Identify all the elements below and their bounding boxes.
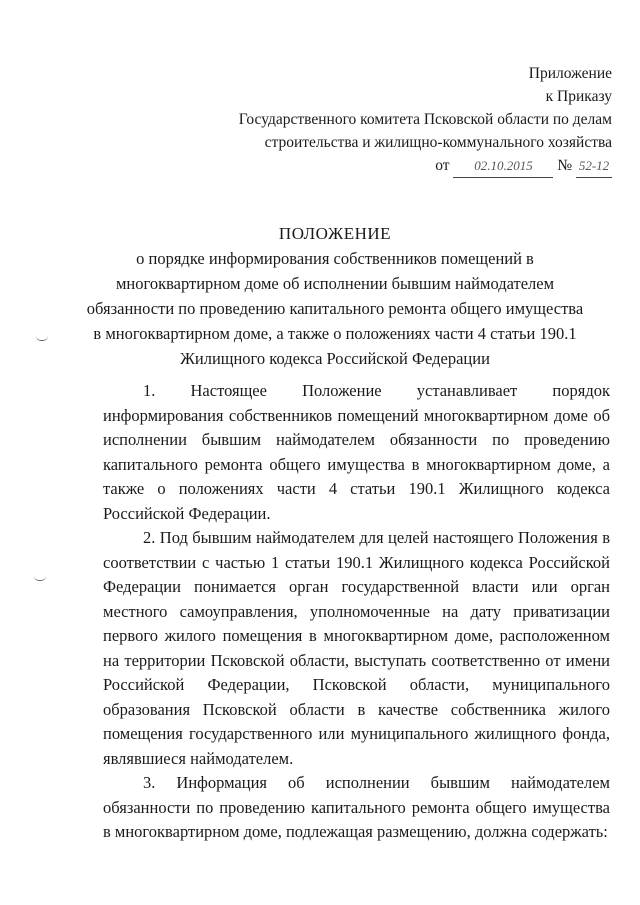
appendix-label: Приложение (528, 65, 612, 82)
number-prefix: № (557, 157, 573, 174)
order-date-line (239, 154, 612, 178)
order-date: 02.10.2015 (453, 154, 553, 178)
document-subtitle: о порядке информирования собственников помещений в многоквартирном доме об исполнении бывшим наймодателем обязанности по проведению капитального ремонта общего имущества в многоквартирном доме, а также о положениях части 4 статьи 190.1 Жилищного кодекса Российской Федерации (86, 249, 584, 368)
committee-name-line2: строительства и жилищно-коммунального хозяйства (264, 134, 612, 151)
paragraph-1: 1. Настоящее Положение устанавливает порядок информирования собственников помещений многоквартирном доме об исполнении бывшим наймодателем обязанности по проведению капитального ремонта общего имущества в многоквартирном доме, а также о положениях части 4 статьи 190.1 Жилищного кодекса Российской Федерации. (103, 381, 610, 523)
punch-hole-mark (34, 576, 46, 581)
order-number: 52-12 (576, 154, 612, 178)
order-label: к Приказу (545, 88, 612, 105)
date-prefix: от (435, 157, 450, 174)
document-body (103, 379, 610, 845)
document-title (85, 221, 585, 371)
paragraph-3: 3. Информация об исполнении бывшим наймодателем обязанности по проведению капитального ремонта общего имущества в многоквартирном доме, подлежащая размещению, должна содержать: (103, 773, 610, 841)
committee-name-line1: Государственного комитета Псковской области по делам (238, 111, 612, 128)
page-title: ПОЛОЖЕНИЕ (278, 224, 392, 243)
punch-hole-mark (36, 336, 48, 341)
appendix-header (239, 62, 612, 178)
paragraph-2: 2. Под бывшим наймодателем для целей настоящего Положения в соответствии с частью 1 статьи 190.1 Жилищного кодекса Российской Федерации понимается орган государственной власти или орган местного самоуправления, уполномоченные на дату приватизации первого жилого помещения в многоквартирном доме, расположенном на территории Псковской области, выступать соответственно от имени Российской Федерации, Псковской области, муниципального образования Псковской области в качестве собственника жилого помещения государственного или муниципального жилищного фонда, являвшиеся наймодателем. (103, 528, 610, 768)
